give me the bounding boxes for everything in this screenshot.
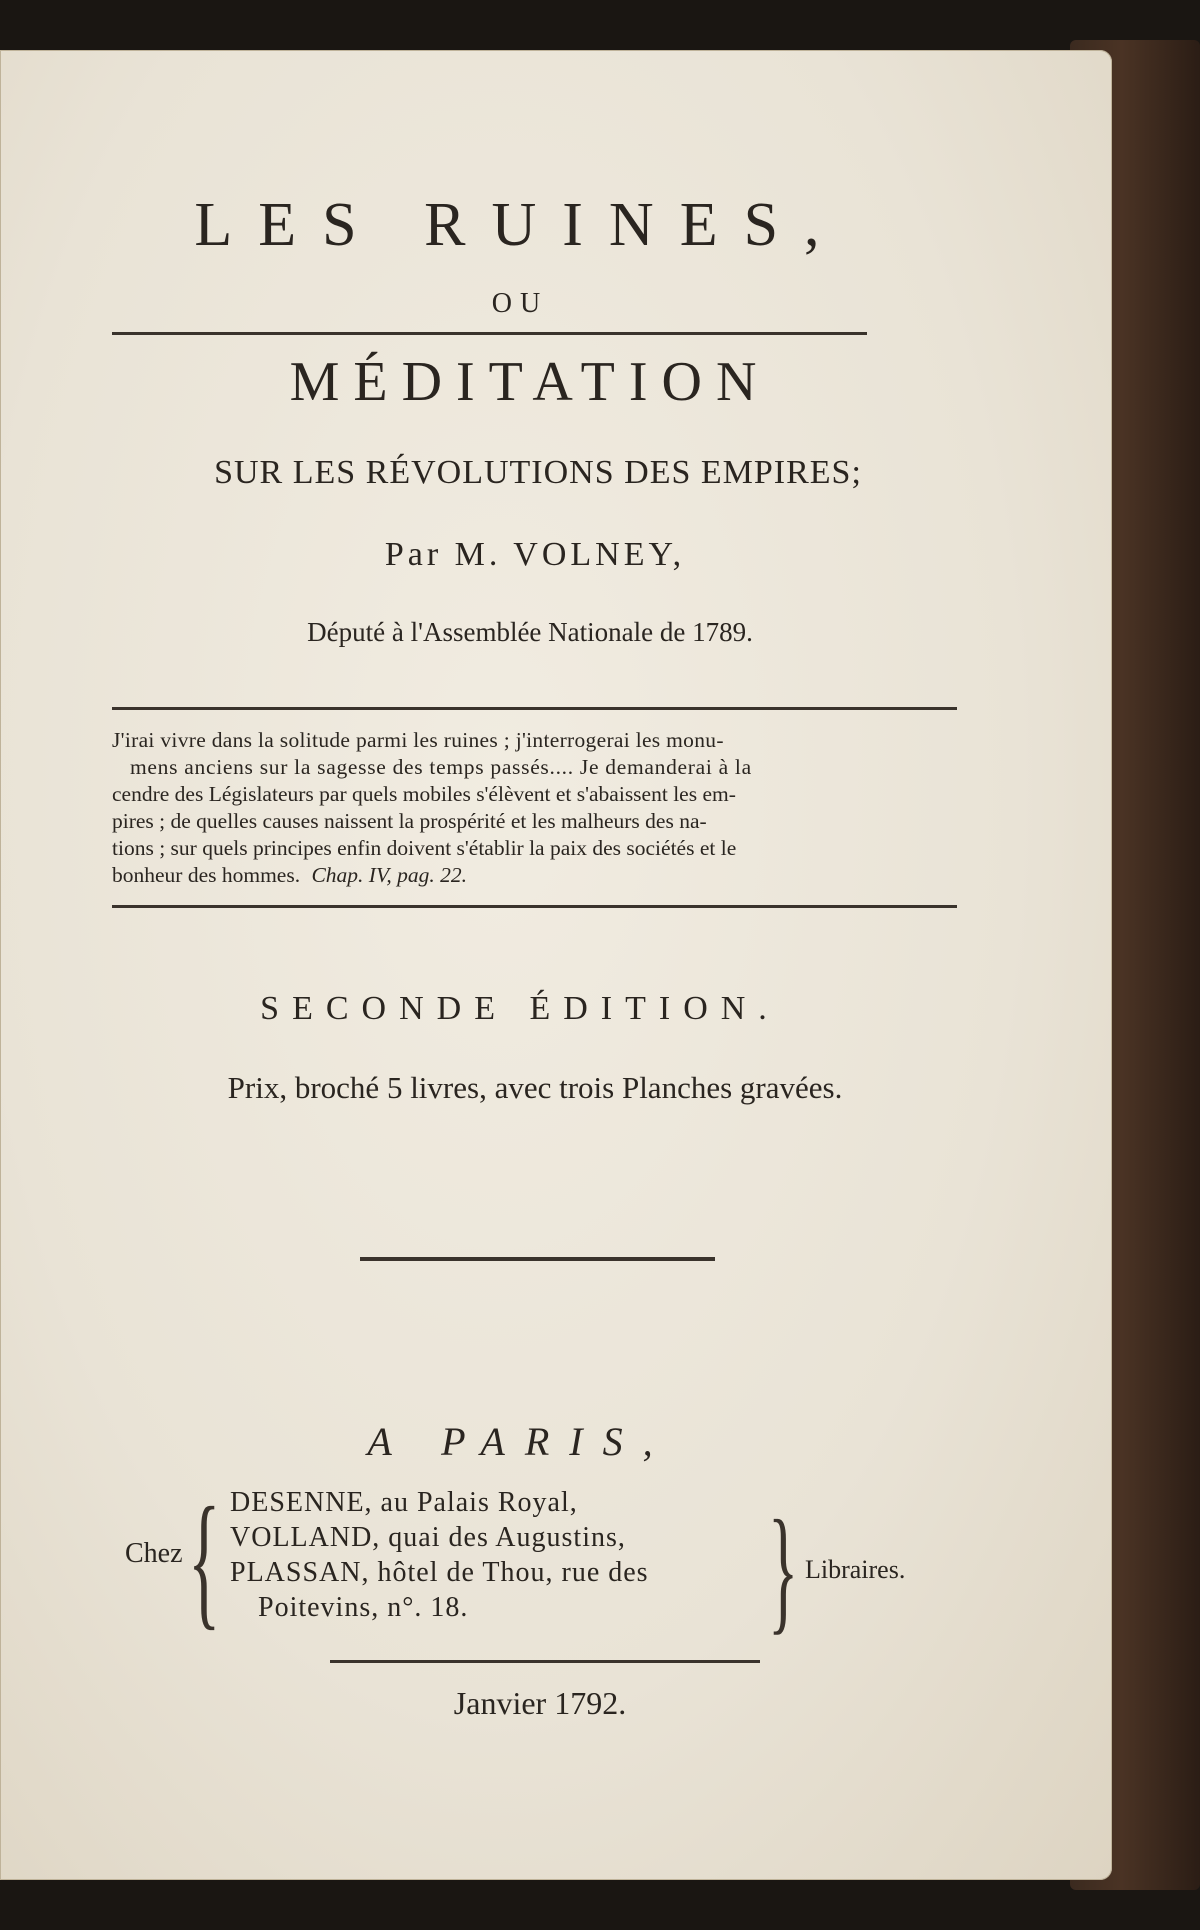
imprint-rule [330, 1660, 760, 1663]
subtitle-line-2: SUR LES RÉVOLUTIONS DES EMPIRES; [214, 454, 862, 491]
left-brace: { [188, 1477, 221, 1643]
edition-label: SECONDE ÉDITION. [260, 990, 780, 1027]
epigraph-closing: bonheur des hommes. [112, 863, 301, 887]
imprint-city: A PARIS, [367, 1419, 673, 1464]
imprint-libraires: Libraires. [805, 1555, 906, 1584]
publication-date: Janvier 1792. [453, 1685, 627, 1721]
title-page [0, 50, 1112, 1880]
epigraph-rule-bottom [112, 905, 957, 908]
epigraph-line: cendre des Législateurs par quels mobiles s'élèvent et s'abaissent les em- [112, 782, 736, 806]
epigraph-line: tions ; sur quels principes enfin doivent s'établir la paix des sociétés et le [112, 836, 737, 860]
publisher-line: VOLLAND, quai des Augustins, [230, 1522, 626, 1553]
epigraph-rule-top [112, 707, 957, 710]
subtitle: MÉDITATION [289, 351, 771, 413]
price-line: Prix, broché 5 livres, avec trois Planches gravées. [227, 1070, 843, 1105]
right-brace: } [768, 1492, 799, 1647]
epigraph-citation: Chap. IV, pag. 22. [311, 863, 467, 887]
publisher-line: PLASSAN, hôtel de Thou, rue des [230, 1557, 649, 1588]
epigraph-line: pires ; de quelles causes naissent la prospérité et les malheurs des na- [112, 809, 707, 833]
epigraph-line: mens anciens sur la sagesse des temps passés.... Je demanderai à la [130, 755, 752, 779]
publisher-line: DESENNE, au Palais Royal, [230, 1487, 578, 1518]
author-line: Par M. VOLNEY, [384, 536, 686, 573]
title-connector: OU [491, 288, 549, 319]
imprint-publishers [230, 1485, 770, 1625]
title-rule [112, 332, 867, 335]
publisher-line: Poitevins, n°. 18. [258, 1592, 469, 1623]
epigraph-last-line [112, 862, 962, 889]
epigraph [112, 727, 962, 889]
main-title: LES RUINES, [194, 191, 846, 259]
imprint-chez: Chez [125, 1538, 183, 1569]
author-position: Député à l'Assemblée Nationale de 1789. [307, 617, 753, 647]
epigraph-line: J'irai vivre dans la solitude parmi les ruines ; j'interrogerai les monu- [112, 728, 724, 752]
ornament-rule [360, 1257, 715, 1261]
